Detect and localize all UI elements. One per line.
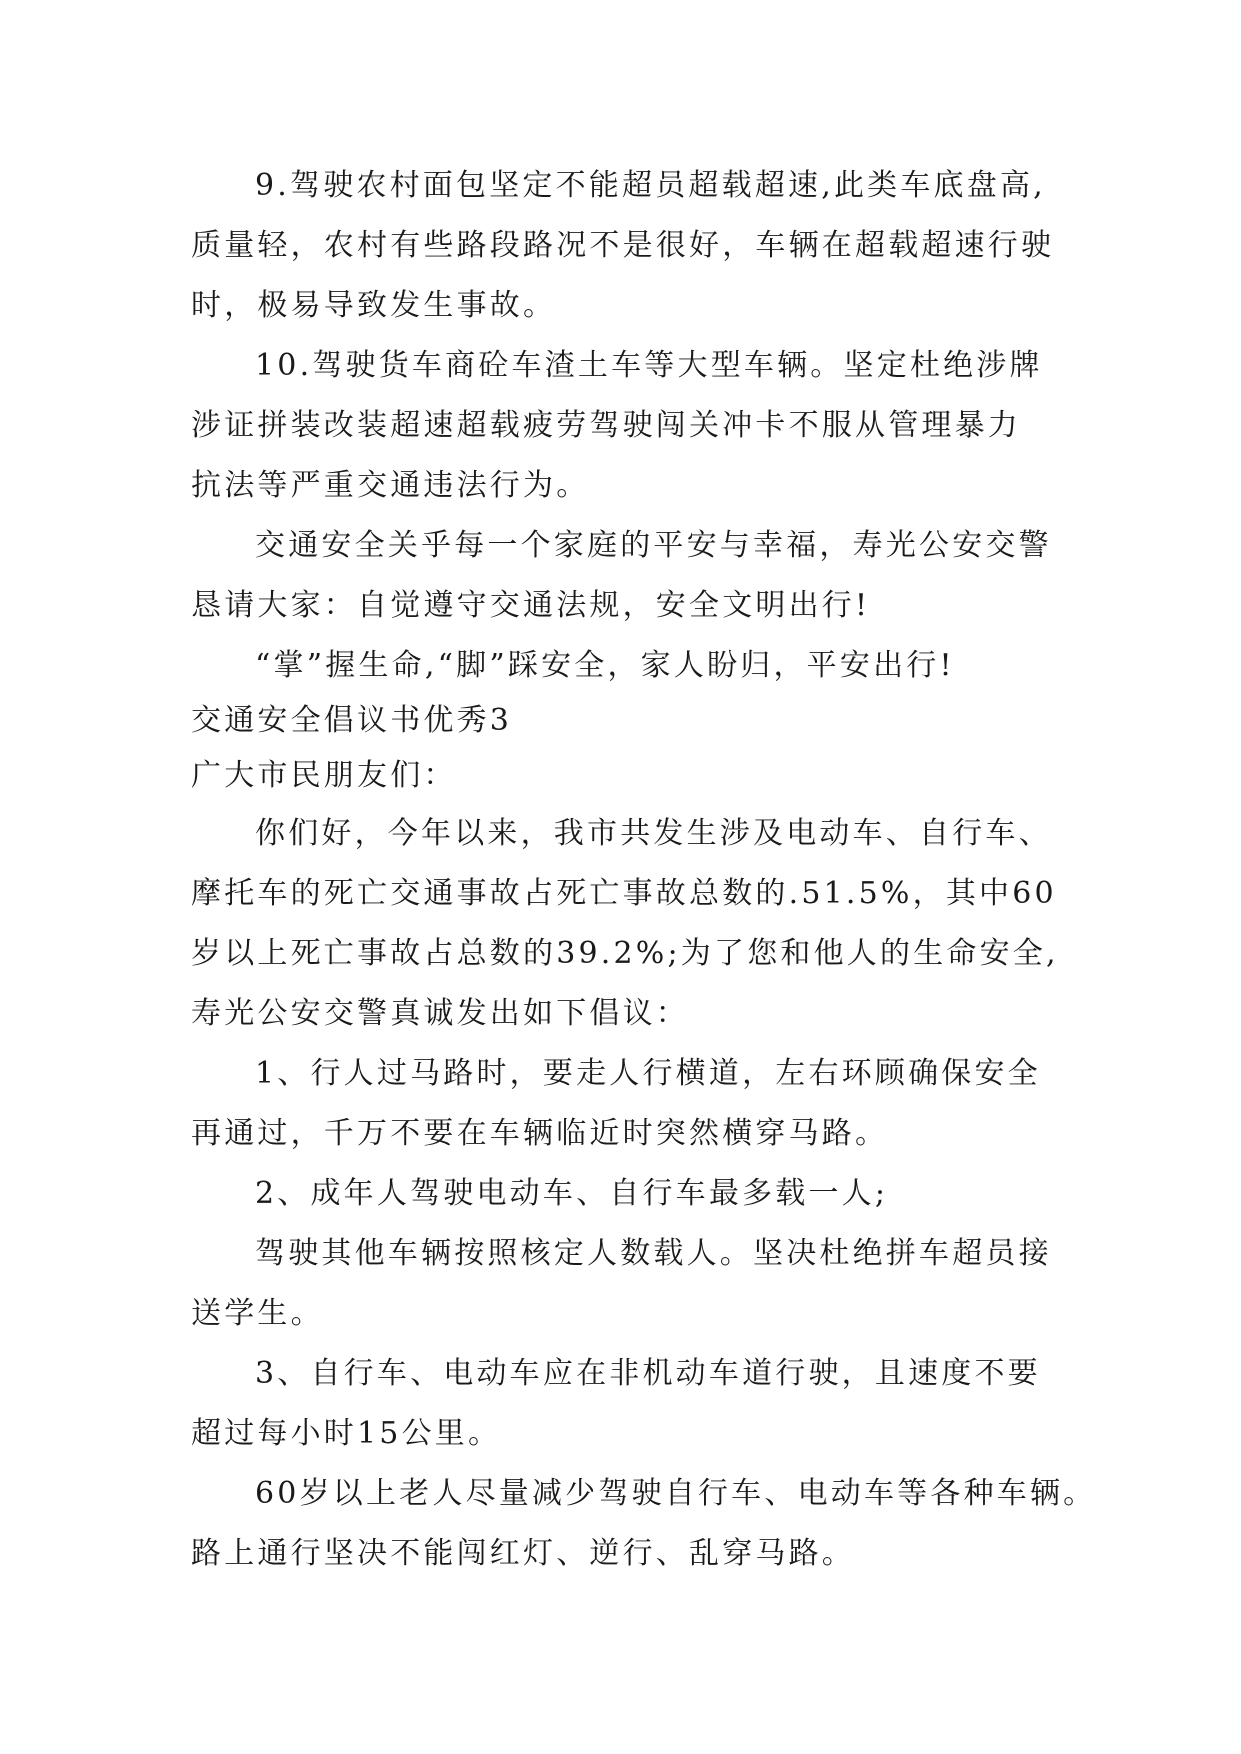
paragraph-line: 10.驾驶货车商砼车渣土车等大型车辆。坚定杜绝涉牌 <box>255 348 1043 383</box>
paragraph-line: 超过每小时15公里。 <box>191 1416 502 1451</box>
paragraph-line: 摩托车的死亡交通事故占死亡事故总数的.51.5%，其中60 <box>191 876 1057 911</box>
paragraph-line: 抗法等严重交通违法行为。 <box>191 468 590 503</box>
paragraph-line: 再通过，千万不要在车辆临近时突然横穿马路。 <box>191 1116 889 1151</box>
paragraph-line: 60岁以上老人尽量减少驾驶自行车、电动车等各种车辆。 <box>255 1476 1097 1511</box>
slogan-line: “掌”握生命,“脚”踩安全，家人盼归，平安出行! <box>255 648 955 683</box>
paragraph-line: 路上通行坚决不能闯红灯、逆行、乱穿马路。 <box>191 1536 855 1571</box>
paragraph-line: 2、成年人驾驶电动车、自行车最多载一人; <box>255 1176 889 1211</box>
paragraph-line: 驾驶其他车辆按照核定人数载人。坚决杜绝拼车超员接 <box>255 1236 1052 1271</box>
salutation: 广大市民朋友们： <box>191 758 457 793</box>
paragraph-line: 交通安全关乎每一个家庭的平安与幸福，寿光公安交警 <box>255 528 1052 563</box>
paragraph-line: 送学生。 <box>191 1296 324 1331</box>
paragraph-line: 时，极易导致发生事故。 <box>191 288 557 323</box>
paragraph-line: 恳请大家：自觉遵守交通法规，安全文明出行! <box>191 588 871 623</box>
paragraph-line: 岁以上死亡事故占总数的39.2%;为了您和他人的生命安全, <box>191 936 1059 971</box>
paragraph-line: 9.驾驶农村面包坚定不能超员超载超速,此类车底盘高, <box>255 168 1046 203</box>
paragraph-line: 3、自行车、电动车应在非机动车道行驶，且速度不要 <box>255 1356 1041 1391</box>
paragraph-line: 寿光公安交警真诚发出如下倡议： <box>191 996 689 1031</box>
paragraph-line: 质量轻，农村有些路段路况不是很好，车辆在超载超速行驶 <box>191 228 1055 263</box>
paragraph-line: 你们好，今年以来，我市共发生涉及电动车、自行车、 <box>255 816 1052 851</box>
section-title: 交通安全倡议书优秀3 <box>191 703 513 738</box>
paragraph-line: 1、行人过马路时，要走人行横道，左右环顾确保安全 <box>255 1056 1041 1091</box>
paragraph-line: 涉证拼装改装超速超载疲劳驾驶闯关冲卡不服从管理暴力 <box>191 408 1021 443</box>
